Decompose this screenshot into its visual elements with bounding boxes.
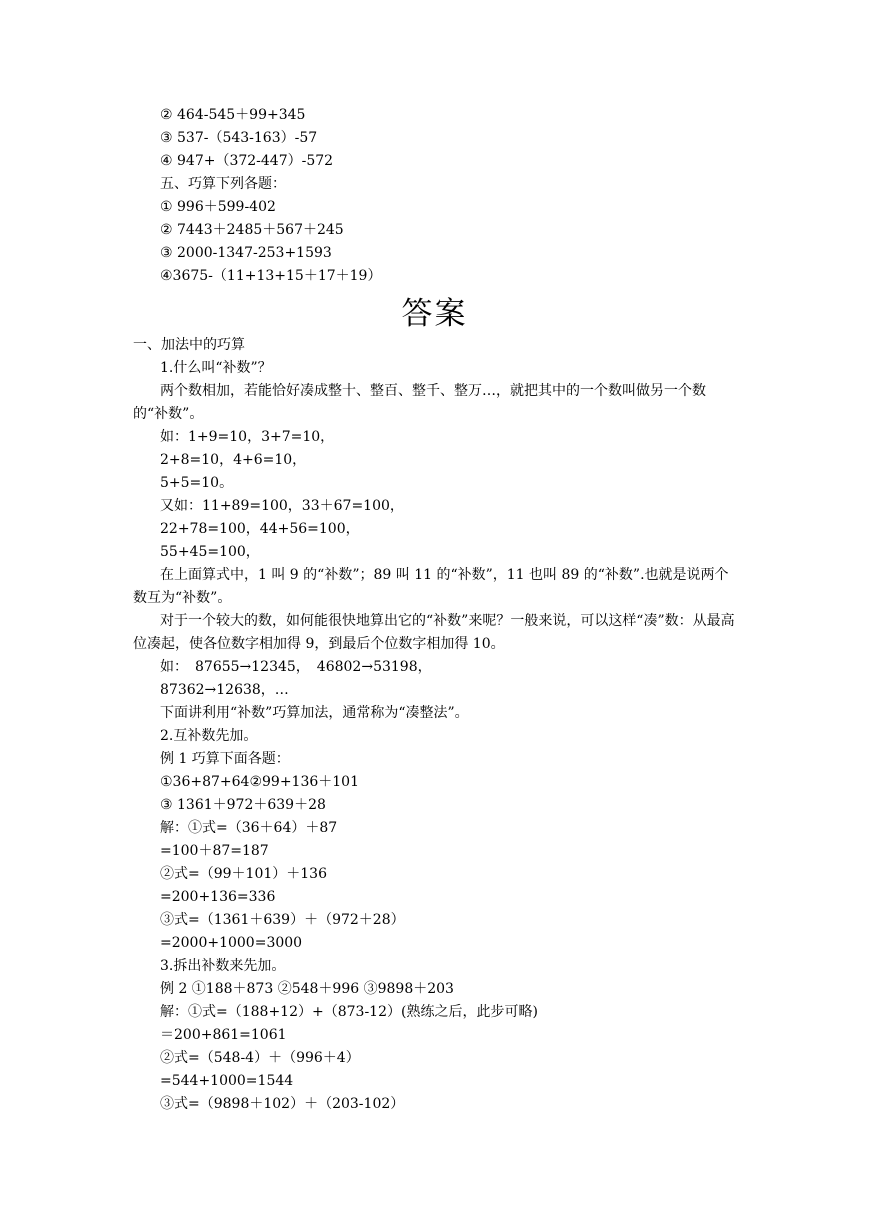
body-line: 如：1+9=10，3+7=10， — [160, 429, 335, 445]
example-heading: 例 1 巧算下面各题： — [160, 751, 290, 767]
body-line: ③ 1361＋972＋639＋28 — [160, 797, 326, 813]
body-line: =100＋87=187 — [160, 843, 269, 859]
body-line: ③式=（9898＋102）＋（203-102） — [160, 1096, 405, 1112]
example-heading: 例 2 ①188＋873 ②548＋996 ③9898＋203 — [160, 981, 454, 997]
section-heading-one: 一、加法中的巧算 — [133, 337, 245, 353]
exercise-line: ③ 2000-1347-253+1593 — [160, 245, 332, 261]
body-line: ＝200+861=1061 — [160, 1027, 287, 1043]
body-line: 55+45=100， — [160, 544, 260, 560]
body-line: 又如：11+89=100，33＋67=100， — [160, 498, 404, 514]
body-line: 1.什么叫“补数”？ — [160, 360, 272, 376]
body-line: ②式=（99＋101）＋136 — [160, 866, 327, 882]
page-content — [0, 104, 869, 1116]
body-line: ②式=（548-4）＋（996＋4） — [160, 1050, 360, 1066]
body-line: 2+8=10，4+6=10， — [160, 452, 307, 468]
exercise-line: ② 464-545＋99+345 — [160, 107, 306, 123]
exercise-line: ③ 537-（543-163）-57 — [160, 130, 318, 146]
body-line: =2000+1000=3000 — [160, 935, 303, 951]
paragraph-complement-method: 对于一个较大的数，如何能很快地算出它的“补数”来呢？一般来说，可以这样“凑”数：从最高位凑起，使各位数字相加得 9，到最后个位数字相加得 10。 — [133, 613, 735, 652]
paragraph-complement-definition: 两个数相加，若能恰好凑成整十、整百、整千、整万…，就把其中的一个数叫做另一个数的“补数”。 — [133, 383, 706, 422]
exercise-line: ④ 947+（372-447）-572 — [160, 153, 334, 169]
body-line: 如： 87655→12345， 46802→53198， — [160, 659, 432, 675]
subsection-heading: 2.互补数先加。 — [160, 728, 258, 744]
exercise-line: ① 996＋599-402 — [160, 199, 276, 215]
body-line: 下面讲利用“补数”巧算加法，通常称为“凑整法”。 — [160, 705, 469, 721]
answer-title: 答案 — [401, 296, 468, 332]
body-line: =200+136=336 — [160, 889, 276, 905]
body-line: 解：①式=（36＋64）＋87 — [160, 820, 338, 836]
body-line: 22+78=100，44+56=100， — [160, 521, 360, 537]
body-line: ①36+87+64②99+136＋101 — [160, 774, 359, 790]
body-line: 87362→12638，… — [160, 682, 289, 698]
body-line: 解：①式=（188+12）+（873-12）(熟练之后，此步可略) — [160, 1004, 538, 1020]
subsection-heading: 3.拆出补数来先加。 — [160, 958, 286, 974]
body-line: =544+1000=1544 — [160, 1073, 294, 1089]
exercise-line: ④3675-（11+13+15＋17＋19） — [160, 268, 382, 284]
section-heading-five: 五、巧算下列各题： — [160, 176, 286, 192]
body-line: ③式=（1361＋639）＋（972＋28） — [160, 912, 405, 928]
exercise-line: ② 7443＋2485＋567＋245 — [160, 222, 344, 238]
paragraph-mutual-complement: 在上面算式中，1 叫 9 的“补数”；89 叫 11 的“补数”，11 也叫 89 的“补数”.也就是说两个数互为“补数”。 — [133, 567, 729, 606]
body-line: 5+5=10。 — [160, 475, 234, 491]
